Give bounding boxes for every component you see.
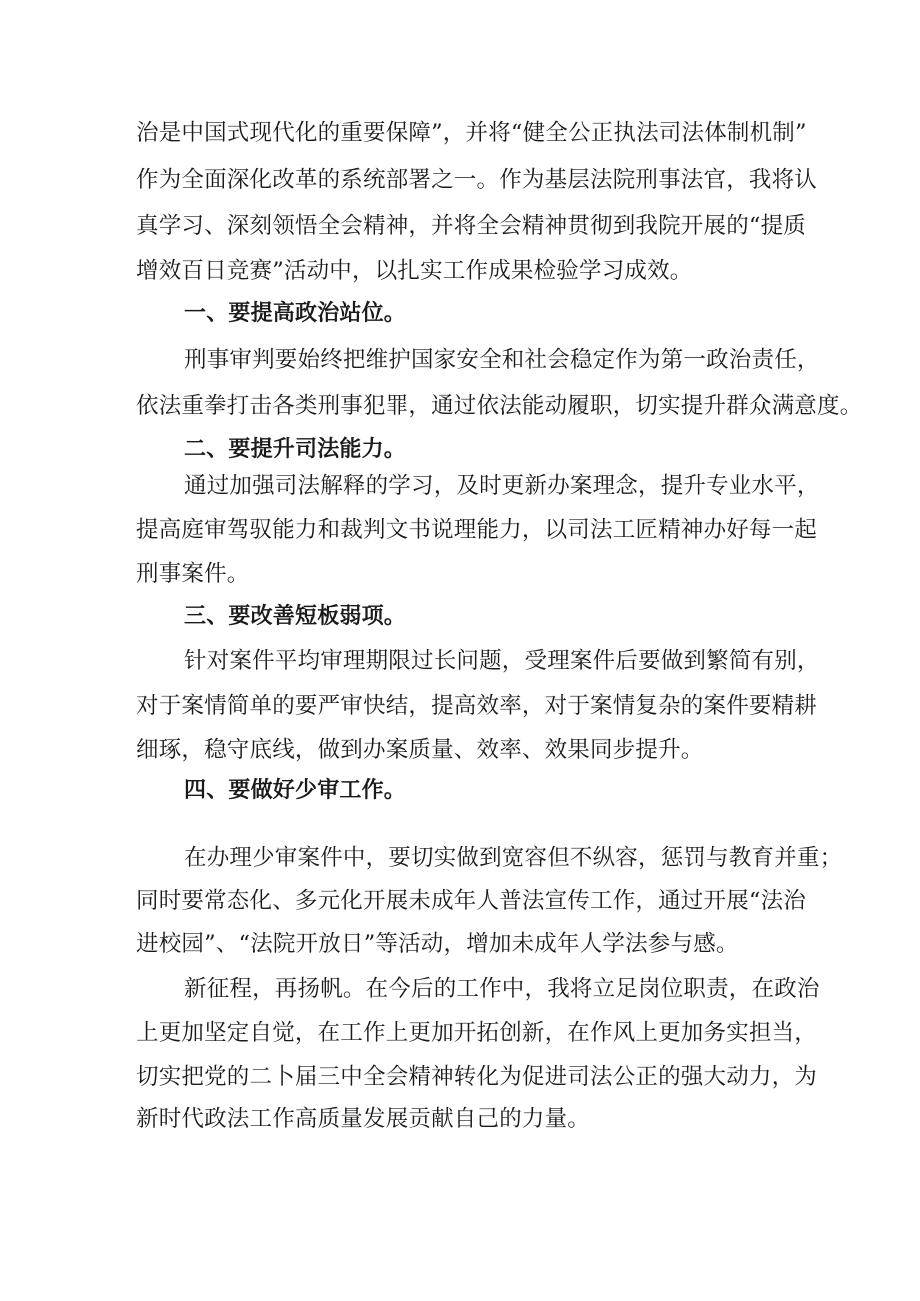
body-text-line: 切实把党的二卜届三中全会精神转化为促进司法公正的强大动力，为: [136, 1064, 818, 1090]
body-text-line: 对于案情简单的要严审快结，提高效率，对于案情复杂的案件要精耕: [136, 693, 818, 719]
section-heading-4: 四、要做好少审工作。: [184, 778, 407, 803]
section-heading-3: 三、要改善短板弱项。: [184, 604, 407, 629]
body-text-line: 治是中国式现代化的重要保障”，并将“健全公正执法司法体制机制”: [136, 120, 807, 146]
body-text-line: 通过加强司法解释的学习，及时更新办案理念，提升专业水平，: [184, 473, 820, 499]
body-text-line: 依法重拳打击各类刑事犯罪，通过依法能动履职，切实提升群众满意度。: [136, 393, 863, 419]
body-text-line: 作为全面深化改革的系统部署之一。作为基层法院刑事法官，我将认: [136, 167, 818, 193]
section-heading-1: 一、要提高政治站位。: [184, 301, 407, 326]
body-text-line: 增效百日竞赛”活动中，以扎实工作成果检验学习成效。: [136, 258, 693, 284]
body-text-line: 刑事案件。: [136, 561, 250, 587]
body-text-line: 提高庭审驾驭能力和裁判文书说理能力，以司法工匠精神办好每一起: [136, 517, 818, 543]
body-text-line: 细琢，稳守底线，做到办案质量、效率、效果同步提升。: [136, 737, 704, 763]
body-text-line: 真学习、深刻领悟全会精神，并将全会精神贯彻到我院开展的“提质: [136, 213, 807, 239]
section-heading-2: 二、要提升司法能力。: [184, 437, 407, 462]
body-text-line: 进校园”、“法院开放日”等活动，增加未成年人学法参与感。: [136, 931, 739, 957]
body-text-line: 针对案件平均审理期限过长问题，受理案件后要做到繁简有别，: [184, 648, 820, 674]
body-text-line: 同时要常态化、多元化开展未成年人普法宣传工作，通过开展“法治: [136, 888, 807, 914]
body-text-line: 上更加坚定自觉，在工作上更加开拓创新，在作风上更加务实担当，: [136, 1020, 818, 1046]
body-text-line: 刑事审判要始终把维护国家安全和社会稳定作为第一政治责任，: [184, 347, 820, 373]
body-text-line: 在办理少审案件中，要切实做到宽容但不纵容，惩罚与教育并重；: [184, 845, 843, 871]
body-text-line: 新征程，再扬帆。在今后的工作中，我将立足岗位职责，在政治: [184, 976, 820, 1002]
body-text-line: 新时代政法工作高质量发展贡献自己的力量。: [136, 1106, 591, 1132]
